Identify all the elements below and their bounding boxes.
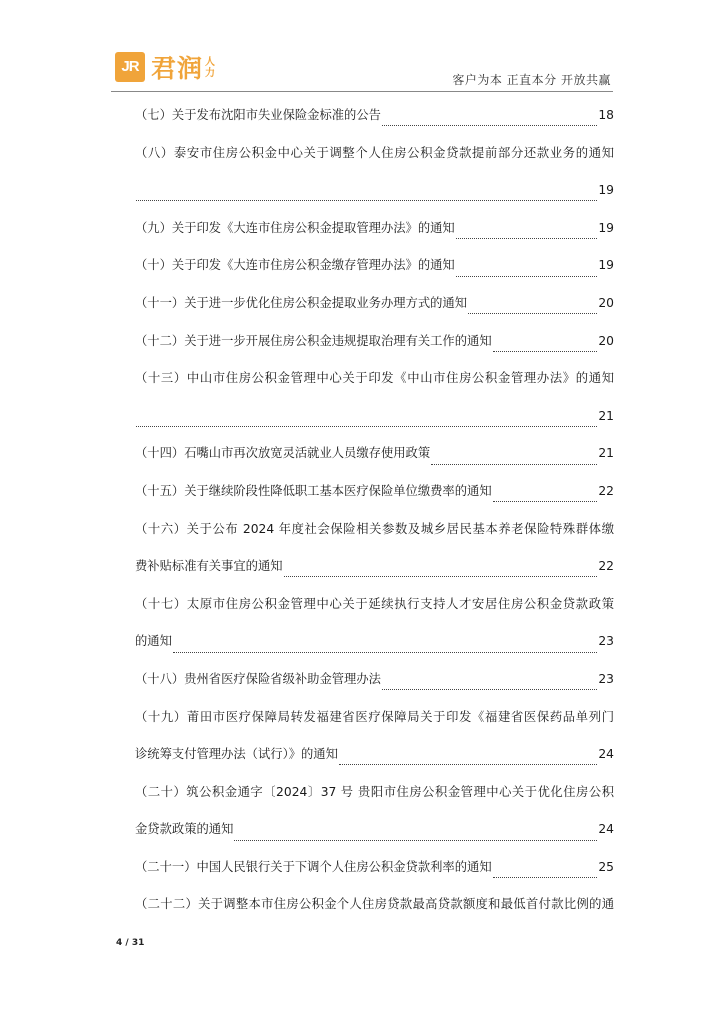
toc-dot-leader [431,464,597,465]
page-indicator: 4 / 31 [116,938,145,948]
toc-line [135,816,614,854]
toc-entry-title: （十六）关于公布 2024 年度社会保险相关参数及城乡居民基本养老保险特殊群体缴 [135,521,614,536]
toc-line [135,553,614,591]
toc-dot-leader [456,238,598,239]
company-logo [115,50,215,84]
toc-page-number: 19 [598,258,614,273]
toc-entry-title: （二十）筑公积金通字〔2024〕37 号 贵阳市住房公积金管理中心关于优化住房公积 [135,784,614,799]
toc-entry-title: （十）关于印发《大连市住房公积金缴存管理办法》的通知 [135,258,455,273]
toc-entry-title: （十三）中山市住房公积金管理中心关于印发《中山市住房公积金管理办法》的通知 [135,371,614,386]
toc-dot-leader [284,576,598,577]
toc-line [135,140,614,178]
toc-page-number: 20 [598,295,614,310]
toc-entry[interactable] [135,365,614,440]
toc-entry-title: （八）泰安市住房公积金中心关于调整个人住房公积金贷款提前部分还款业务的通知 [135,145,614,160]
toc-entry-title: （十二）关于进一步开展住房公积金违规提取治理有关工作的通知 [135,333,492,348]
toc-entry[interactable] [135,704,614,779]
toc-entry-title: （九）关于印发《大连市住房公积金提取管理办法》的通知 [135,220,455,235]
toc-entry[interactable] [135,140,614,215]
toc-entry-title: 费补贴标准有关事宜的通知 [135,559,283,574]
toc-page-number: 18 [598,108,614,122]
header-slogan: 客户为本 正直本分 开放共赢 [452,73,611,87]
logo-sub-char-1: 人 [205,57,216,68]
toc-line [135,591,614,629]
toc-page-number: 21 [598,408,614,423]
toc-entry[interactable] [135,591,614,666]
toc-line [135,252,614,290]
toc-line [135,478,614,516]
toc-page-number: 21 [598,446,614,461]
toc-entry[interactable] [135,779,614,854]
toc-page-number: 25 [598,859,614,874]
toc-entry[interactable] [135,440,614,478]
toc-page-number: 23 [598,634,614,649]
toc-entry-title: （十一）关于进一步优化住房公积金提取业务办理方式的通知 [135,295,468,310]
toc-line [135,403,614,441]
toc-entry-title: （十九）莆田市医疗保障局转发福建省医疗保障局关于印发《福建省医保药品单列门 [135,709,614,724]
toc-line [135,516,614,554]
toc-dot-leader [234,840,597,841]
toc-entry-title: （十七）太原市住房公积金管理中心关于延续执行支持人才安居住房公积金贷款政策 [135,596,614,611]
toc-line [135,891,614,929]
toc-page-number: 19 [598,183,614,198]
toc-entry-title: （七）关于发布沈阳市失业保险金标准的公告 [135,108,381,122]
toc-dot-leader [456,276,598,277]
toc-page-number: 24 [598,822,614,837]
toc-dot-leader [173,652,597,653]
toc-entry-title: （二十一）中国人民银行关于下调个人住房公积金贷款利率的通知 [135,859,492,874]
header-divider [111,91,613,92]
toc-dot-leader [136,426,597,427]
toc-page-number: 20 [598,333,614,348]
toc-entry[interactable] [135,478,614,516]
toc-page-number: 23 [598,671,614,686]
toc-line [135,365,614,403]
logo-sub-char-2: 力 [205,68,216,79]
toc-dot-leader [493,877,598,878]
toc-line [135,854,614,892]
logo-mark-icon: JR [115,52,145,82]
toc-entry-title: 的通知 [135,634,172,649]
toc-dot-leader [382,125,597,126]
toc-entry[interactable] [135,516,614,591]
toc-entry[interactable] [135,891,614,929]
toc-entry[interactable] [135,328,614,366]
toc-page-number: 22 [598,559,614,574]
toc-line [135,704,614,742]
toc-line [135,328,614,366]
toc-entry[interactable] [135,102,614,140]
toc-page-number: 19 [598,220,614,235]
toc-entry-title: 诊统筹支付管理办法（试行）》的通知 [135,747,338,762]
table-of-contents [135,102,614,929]
toc-line [135,779,614,817]
toc-page-number: 22 [598,483,614,498]
toc-dot-leader [382,689,597,690]
toc-line [135,215,614,253]
toc-line [135,102,614,140]
toc-entry-title: （十八）贵州省医疗保险省级补助金管理办法 [135,671,381,686]
toc-entry-title: （二十二）关于调整本市住房公积金个人住房贷款最高贷款额度和最低首付款比例的通 [135,897,614,912]
toc-entry[interactable] [135,290,614,328]
toc-entry-title: （十四）石嘴山市再次放宽灵活就业人员缴存使用政策 [135,446,431,461]
toc-dot-leader [493,351,598,352]
toc-line [135,440,614,478]
toc-entry[interactable] [135,215,614,253]
toc-dot-leader [136,200,597,201]
toc-dot-leader [493,501,598,502]
toc-line [135,628,614,666]
toc-entry-title: （十五）关于继续阶段性降低职工基本医疗保险单位缴费率的通知 [135,483,492,498]
toc-entry[interactable] [135,252,614,290]
toc-entry[interactable] [135,666,614,704]
toc-dot-leader [339,764,597,765]
toc-line [135,666,614,704]
logo-text: 君润 [151,54,204,83]
toc-entry-title: 金贷款政策的通知 [135,822,234,837]
toc-entry[interactable] [135,854,614,892]
toc-dot-leader [468,313,597,314]
toc-line [135,741,614,779]
logo-subtext [205,57,215,79]
toc-line [135,177,614,215]
toc-line [135,290,614,328]
toc-page-number: 24 [598,747,614,762]
